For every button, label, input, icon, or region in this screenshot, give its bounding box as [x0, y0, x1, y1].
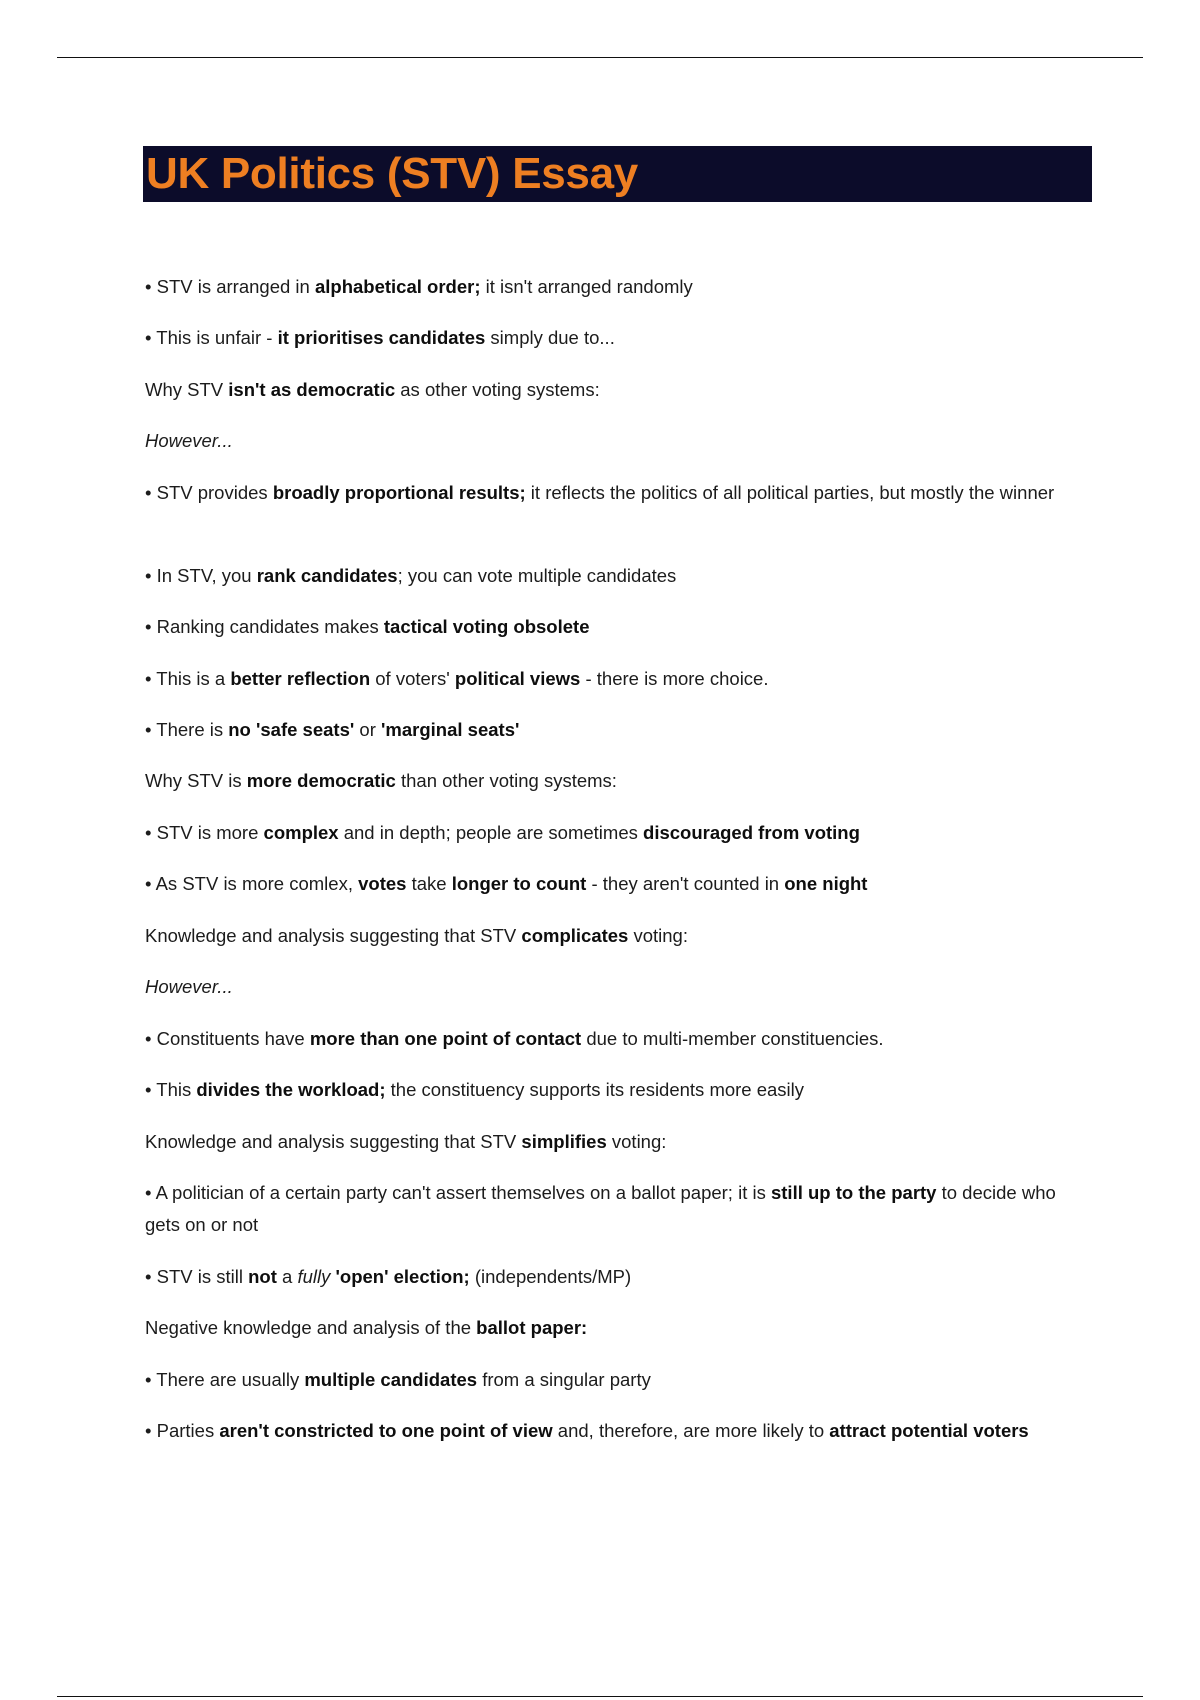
bullet-point: [145, 1074, 1090, 1106]
body-text: • This: [145, 1078, 197, 1100]
section-heading: [145, 1126, 1090, 1158]
italic-text: However...: [145, 429, 233, 451]
body-text: it isn't arranged randomly: [480, 275, 693, 297]
body-text: • As STV is more comlex,: [145, 872, 359, 894]
bullet-point: [145, 817, 1090, 849]
emphasis-text: tactical voting obsolete: [383, 615, 590, 637]
emphasis-text: political views: [454, 667, 581, 689]
body-text: voting:: [628, 924, 688, 946]
body-text: or: [354, 718, 382, 740]
emphasis-text: discouraged from voting: [643, 821, 860, 843]
body-text: (independents/MP): [469, 1265, 632, 1287]
body-text: • Constituents have: [145, 1027, 310, 1049]
bullet-point: [145, 611, 1090, 643]
section-heading: [145, 920, 1090, 952]
body-text: ; you can vote multiple candidates: [397, 564, 677, 586]
top-rule: [57, 57, 1143, 58]
transition-text: [145, 971, 1090, 1003]
bottom-rule: [57, 1696, 1143, 1697]
emphasis-text: no 'safe seats': [228, 718, 355, 740]
body-text: a: [276, 1265, 298, 1287]
bullet-point: [145, 560, 1090, 592]
body-text: voting:: [606, 1130, 667, 1152]
body-text: • STV is still: [145, 1265, 249, 1287]
body-text: • This is unfair -: [145, 326, 278, 348]
emphasis-text: more democratic: [246, 769, 396, 791]
body-text: • In STV, you: [145, 564, 257, 586]
body-text: from a singular party: [477, 1368, 651, 1390]
section-heading: [145, 1312, 1090, 1344]
body-text: of voters': [370, 667, 455, 689]
emphasis-text: better reflection: [230, 667, 371, 689]
bullet-point: [145, 1023, 1090, 1055]
emphasis-text: simplifies: [521, 1130, 607, 1152]
body-text: Why STV is: [145, 769, 247, 791]
body-text: • A politician of a certain party can't assert themselves on a ballot paper; it is: [145, 1181, 771, 1203]
body-text: due to multi-member constituencies.: [581, 1027, 884, 1049]
emphasis-text: longer to count: [451, 872, 587, 894]
body-text: • Ranking candidates makes: [145, 615, 384, 637]
body-text: than other voting systems:: [395, 769, 617, 791]
emphasis-text: one night: [784, 872, 868, 894]
emphasis-text: complicates: [521, 924, 629, 946]
body-text: to decide who gets on or not: [145, 1181, 1056, 1235]
emphasis-text: 'marginal seats': [381, 718, 520, 740]
bullet-point: [145, 322, 1090, 354]
emphasis-text: divides the workload;: [196, 1078, 386, 1100]
body-text: Negative knowledge and analysis of the: [145, 1316, 477, 1338]
body-text: • STV provides: [145, 481, 273, 503]
body-text: it reflects the politics of all political parties, but mostly the winner: [525, 481, 1055, 503]
body-text: • Parties: [145, 1419, 220, 1441]
emphasis-text: aren't constricted to one point of view: [219, 1419, 553, 1441]
emphasis-text: multiple candidates: [304, 1368, 478, 1390]
emphasis-text: not: [248, 1265, 277, 1287]
emphasis-text: votes: [358, 872, 407, 894]
body-text: simply due to...: [485, 326, 615, 348]
emphasis-text: broadly proportional results;: [272, 481, 526, 503]
emphasis-text: alphabetical order;: [314, 275, 481, 297]
body-text: • STV is arranged in: [145, 275, 315, 297]
body-text: and in depth; people are sometimes: [338, 821, 644, 843]
bullet-point: [145, 477, 1090, 509]
body-text: take: [406, 872, 452, 894]
bullet-point: [145, 663, 1090, 695]
bullet-point: [145, 868, 1090, 900]
emphasis-text: ballot paper:: [476, 1316, 588, 1338]
body-text: • STV is more: [145, 821, 264, 843]
emphasis-text: still up to the party: [770, 1181, 937, 1203]
italic-text: fully: [297, 1265, 331, 1287]
italic-text: However...: [145, 975, 233, 997]
bullet-point: [145, 714, 1090, 746]
bullet-point: [145, 1364, 1090, 1396]
bullet-point: [145, 1177, 1090, 1241]
title-banner: [143, 146, 1092, 202]
section-heading: [145, 374, 1090, 406]
body-text: and, therefore, are more likely to: [552, 1419, 830, 1441]
emphasis-text: isn't as democratic: [228, 378, 396, 400]
document-title: UK Politics (STV) Essay: [146, 149, 638, 198]
transition-text: [145, 425, 1090, 457]
body-text: - they aren't counted in: [586, 872, 785, 894]
bullet-point: [145, 1415, 1090, 1447]
body-text: - there is more choice.: [580, 667, 769, 689]
emphasis-text: 'open' election;: [335, 1265, 470, 1287]
body-text: • There is: [145, 718, 229, 740]
body-text: as other voting systems:: [395, 378, 600, 400]
bullet-point: [145, 1261, 1090, 1293]
body-text: Knowledge and analysis suggesting that STV: [145, 1130, 522, 1152]
body-text: • There are usually: [145, 1368, 305, 1390]
section-heading: [145, 765, 1090, 797]
emphasis-text: it prioritises candidates: [277, 326, 486, 348]
body-text: • This is a: [145, 667, 231, 689]
body-text: Why STV: [145, 378, 229, 400]
emphasis-text: rank candidates: [256, 564, 398, 586]
bullet-point: [145, 271, 1090, 303]
emphasis-text: complex: [263, 821, 339, 843]
body-text: Knowledge and analysis suggesting that STV: [145, 924, 522, 946]
emphasis-text: more than one point of contact: [309, 1027, 582, 1049]
emphasis-text: attract potential voters: [829, 1419, 1029, 1441]
body-text: the constituency supports its residents more easily: [385, 1078, 805, 1100]
